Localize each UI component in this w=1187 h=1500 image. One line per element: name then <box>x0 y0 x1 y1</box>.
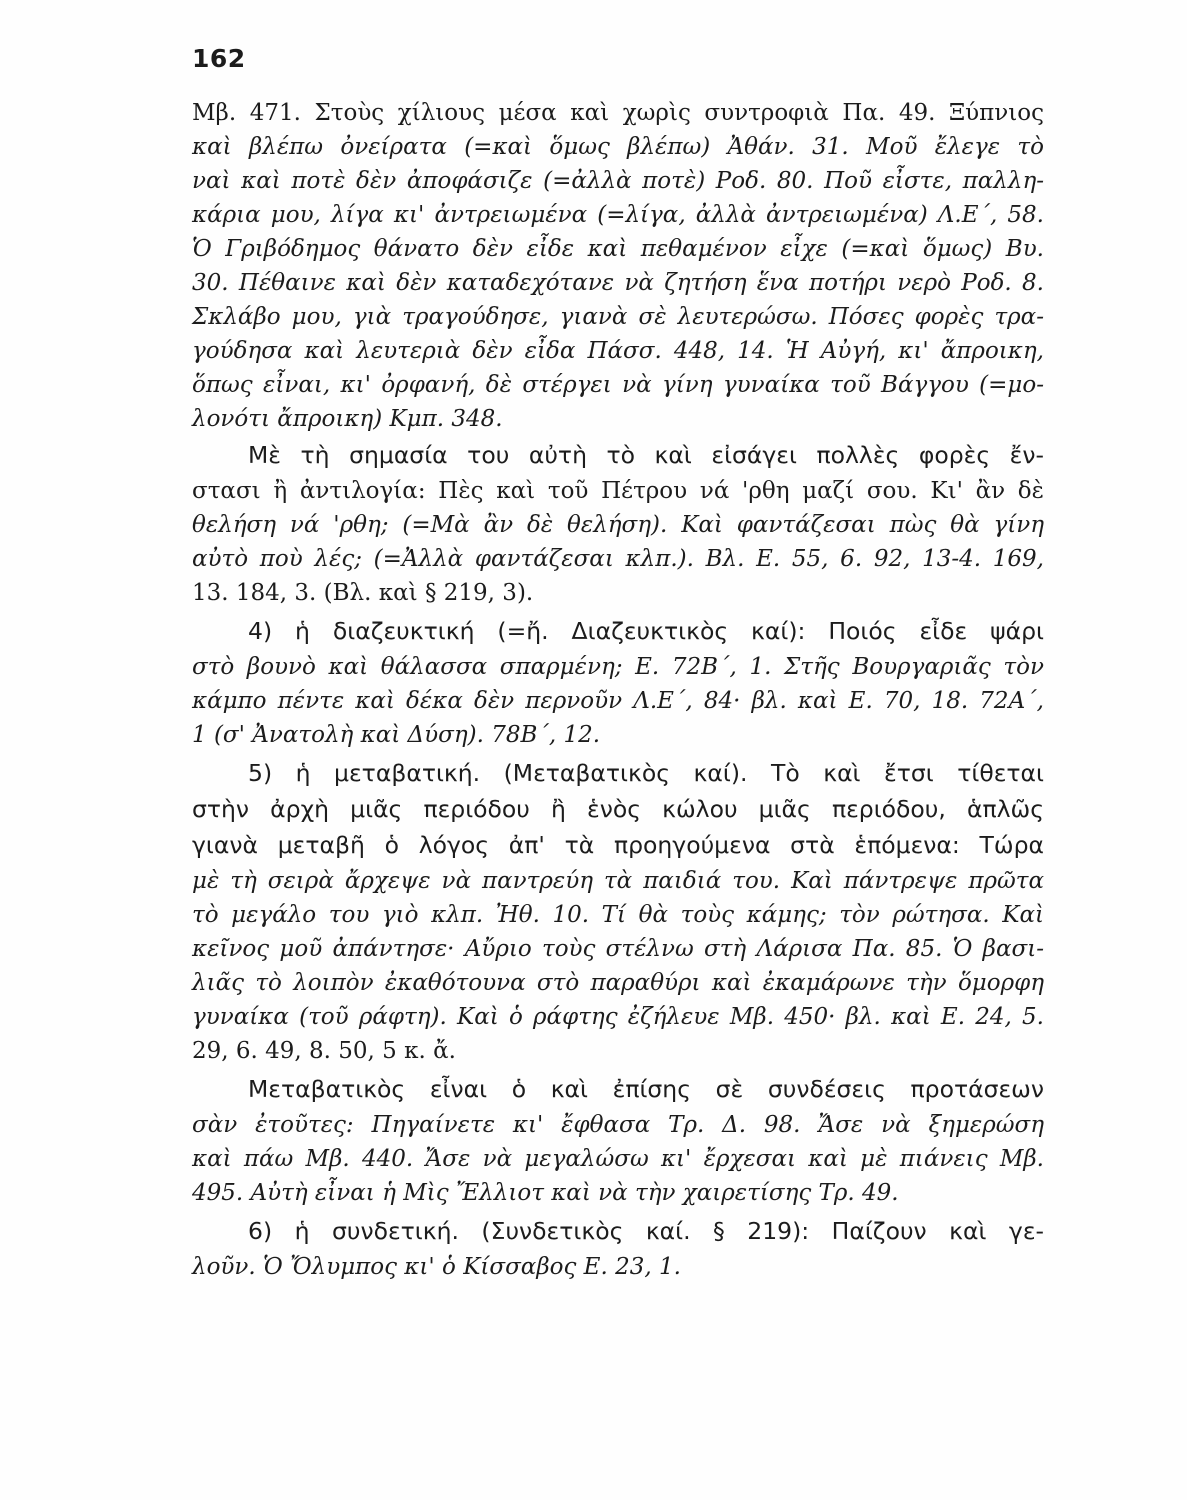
text-line: Σκλάβο μου, γιὰ τραγούδησε, γιανὰ σὲ λευτερώσω. Πόσες φορὲς τρα- <box>192 304 1044 330</box>
text-line: κάρια μου, λίγα κι' ἀντρειωμένα (=λίγα, ἀλλὰ ἀντρειωμένα) Λ.Ε΄, 58. <box>192 202 1044 228</box>
text-line: Ὁ Γριβόδημος θάνατο δὲν εἶδε καὶ πεθαμένον εἶχε (=καὶ ὅμως) Βυ. <box>192 236 1044 262</box>
text-line: 30. Πέθαινε καὶ δὲν καταδεχότανε νὰ ζητήση ἕνα ποτήρι νερὸ Ροδ. 8. <box>192 270 1044 296</box>
text-line: ναὶ καὶ ποτὲ δὲν ἀποφάσιζε (=ἀλλὰ ποτὲ) Ροδ. 80. Ποῦ εἶστε, παλλη- <box>192 168 1044 194</box>
text-line: στὴν ἀρχὴ μιᾶς περιόδου ἢ ἑνὸς κώλου μιᾶς περιόδου, ἁπλῶς <box>192 795 1044 823</box>
text-line: 29, 6. 49, 8. 50, 5 κ. ἄ. <box>192 1038 456 1064</box>
text-line: μὲ τὴ σειρὰ ἄρχεψε νὰ παντρεύη τὰ παιδιά του. Καὶ πάντρεψε πρῶτα <box>192 868 1044 894</box>
section-heading-copulative: 6) ἡ συνδετική. (Συνδετικὸς καί. § 219): Παίζουν καὶ γε- <box>248 1217 1044 1245</box>
text-line: γούδησα καὶ λευτεριὰ δὲν εἶδα Πάσσ. 448, 14. Ἡ Αὐγή, κι' ἄπροικη, <box>192 338 1044 364</box>
text-line: στὸ βουνὸ καὶ θάλασσα σπαρμένη; Ε. 72Β΄, 1. Στῆς Βουργαριᾶς τὸν <box>192 654 1044 680</box>
text-line: γυναίκα (τοῦ ράφτη). Καὶ ὁ ράφτης ἐζήλευε Μβ. 450· βλ. καὶ Ε. 24, 5. <box>192 1004 1044 1030</box>
text-line: αὐτὸ ποὺ λές; (=Ἀλλὰ φαντάζεσαι κλπ.). Βλ. Ε. 55, 6. 92, 13-4. 169, <box>192 546 1044 572</box>
section-heading-transitional: 5) ἡ μεταβατική. (Μεταβατικὸς καί). Τὸ καὶ ἔτσι τίθεται <box>248 759 1044 787</box>
text-line: γιανὰ μεταβῆ ὁ λόγος ἀπ' τὰ προηγούμενα στὰ ἑπόμενα: Τώρα <box>192 831 1044 859</box>
section-heading-disjunctive: 4) ἡ διαζευκτική (=ἤ. Διαζευκτικὸς καί): Ποιός εἶδε ψάρι <box>248 617 1044 645</box>
text-line: κεῖνος μοῦ ἀπάντησε· Αὔριο τοὺς στέλνω στὴ Λάρισα Πα. 85. Ὁ βασι- <box>192 936 1044 962</box>
text-line: σὰν ἐτοῦτες: Πηγαίνετε κι' ἔφθασα Τρ. Δ. 98. Ἄσε νὰ ξημερώση <box>192 1112 1044 1138</box>
text-line: λοῦν. Ὁ Ὄλυμπος κι' ὁ Κίσσαβος Ε. 23, 1. <box>192 1254 681 1280</box>
text-line: ὅπως εἶναι, κι' ὀρφανή, δὲ στέργει νὰ γίνη γυναίκα τοῦ Βάγγου (=μο- <box>192 372 1044 398</box>
text-line: κάμπο πέντε καὶ δέκα δὲν περνοῦν Λ.Ε΄, 84· βλ. καὶ Ε. 70, 18. 72Α΄, <box>192 688 1044 714</box>
page-number: 162 <box>192 44 246 73</box>
text-line: καὶ πάω Μβ. 440. Ἄσε νὰ μεγαλώσω κι' ἔρχεσαι καὶ μὲ πιάνεις Μβ. <box>192 1146 1044 1172</box>
text-line: θελήση νά 'ρθη; (=Μὰ ἂν δὲ θελήση). Καὶ φαντάζεσαι πὼς θὰ γίνη <box>192 512 1044 538</box>
text-line: στασι ἢ ἀντιλογία: Πὲς καὶ τοῦ Πέτρου νά 'ρθη μαζί σου. Κι' ἂν δὲ <box>192 478 1044 504</box>
text-line: 495. Αὐτὴ εἶναι ἡ Μὶς Ἔλλιοτ καὶ νὰ τὴν χαιρετίσης Τρ. 49. <box>192 1180 899 1206</box>
text-line: λιᾶς τὸ λοιπὸν ἐκαθότουνα στὸ παραθύρι καὶ ἐκαμάρωνε τὴν ὅμορφη <box>192 970 1044 996</box>
text-line: καὶ βλέπω ὀνείρατα (=καὶ ὅμως βλέπω) Ἀθάν. 31. Μοῦ ἔλεγε τὸ <box>192 134 1044 160</box>
text-line: Μβ. 471. Στοὺς χίλιους μέσα καὶ χωρὶς συντροφιὰ Πα. 49. Ξύπνιος <box>192 100 1044 126</box>
text-line: 1 (σ' Ἀνατολὴ καὶ Δύση). 78Β΄, 12. <box>192 722 601 748</box>
text-line: 13. 184, 3. (Βλ. καὶ § 219, 3). <box>192 580 534 606</box>
text-line: τὸ μεγάλο του γιὸ κλπ. Ἠθ. 10. Τί θὰ τοὺς κάμης; τὸν ρώτησα. Καὶ <box>192 902 1044 928</box>
text-line: λονότι ἄπροικη) Κμπ. 348. <box>192 406 503 432</box>
paragraph-start: Μὲ τὴ σημασία του αὐτὴ τὸ καὶ εἰσάγει πολλὲς φορὲς ἔν- <box>248 441 1044 469</box>
paragraph-start: Μεταβατικὸς εἶναι ὁ καὶ ἐπίσης σὲ συνδέσεις προτάσεων <box>248 1075 1044 1103</box>
